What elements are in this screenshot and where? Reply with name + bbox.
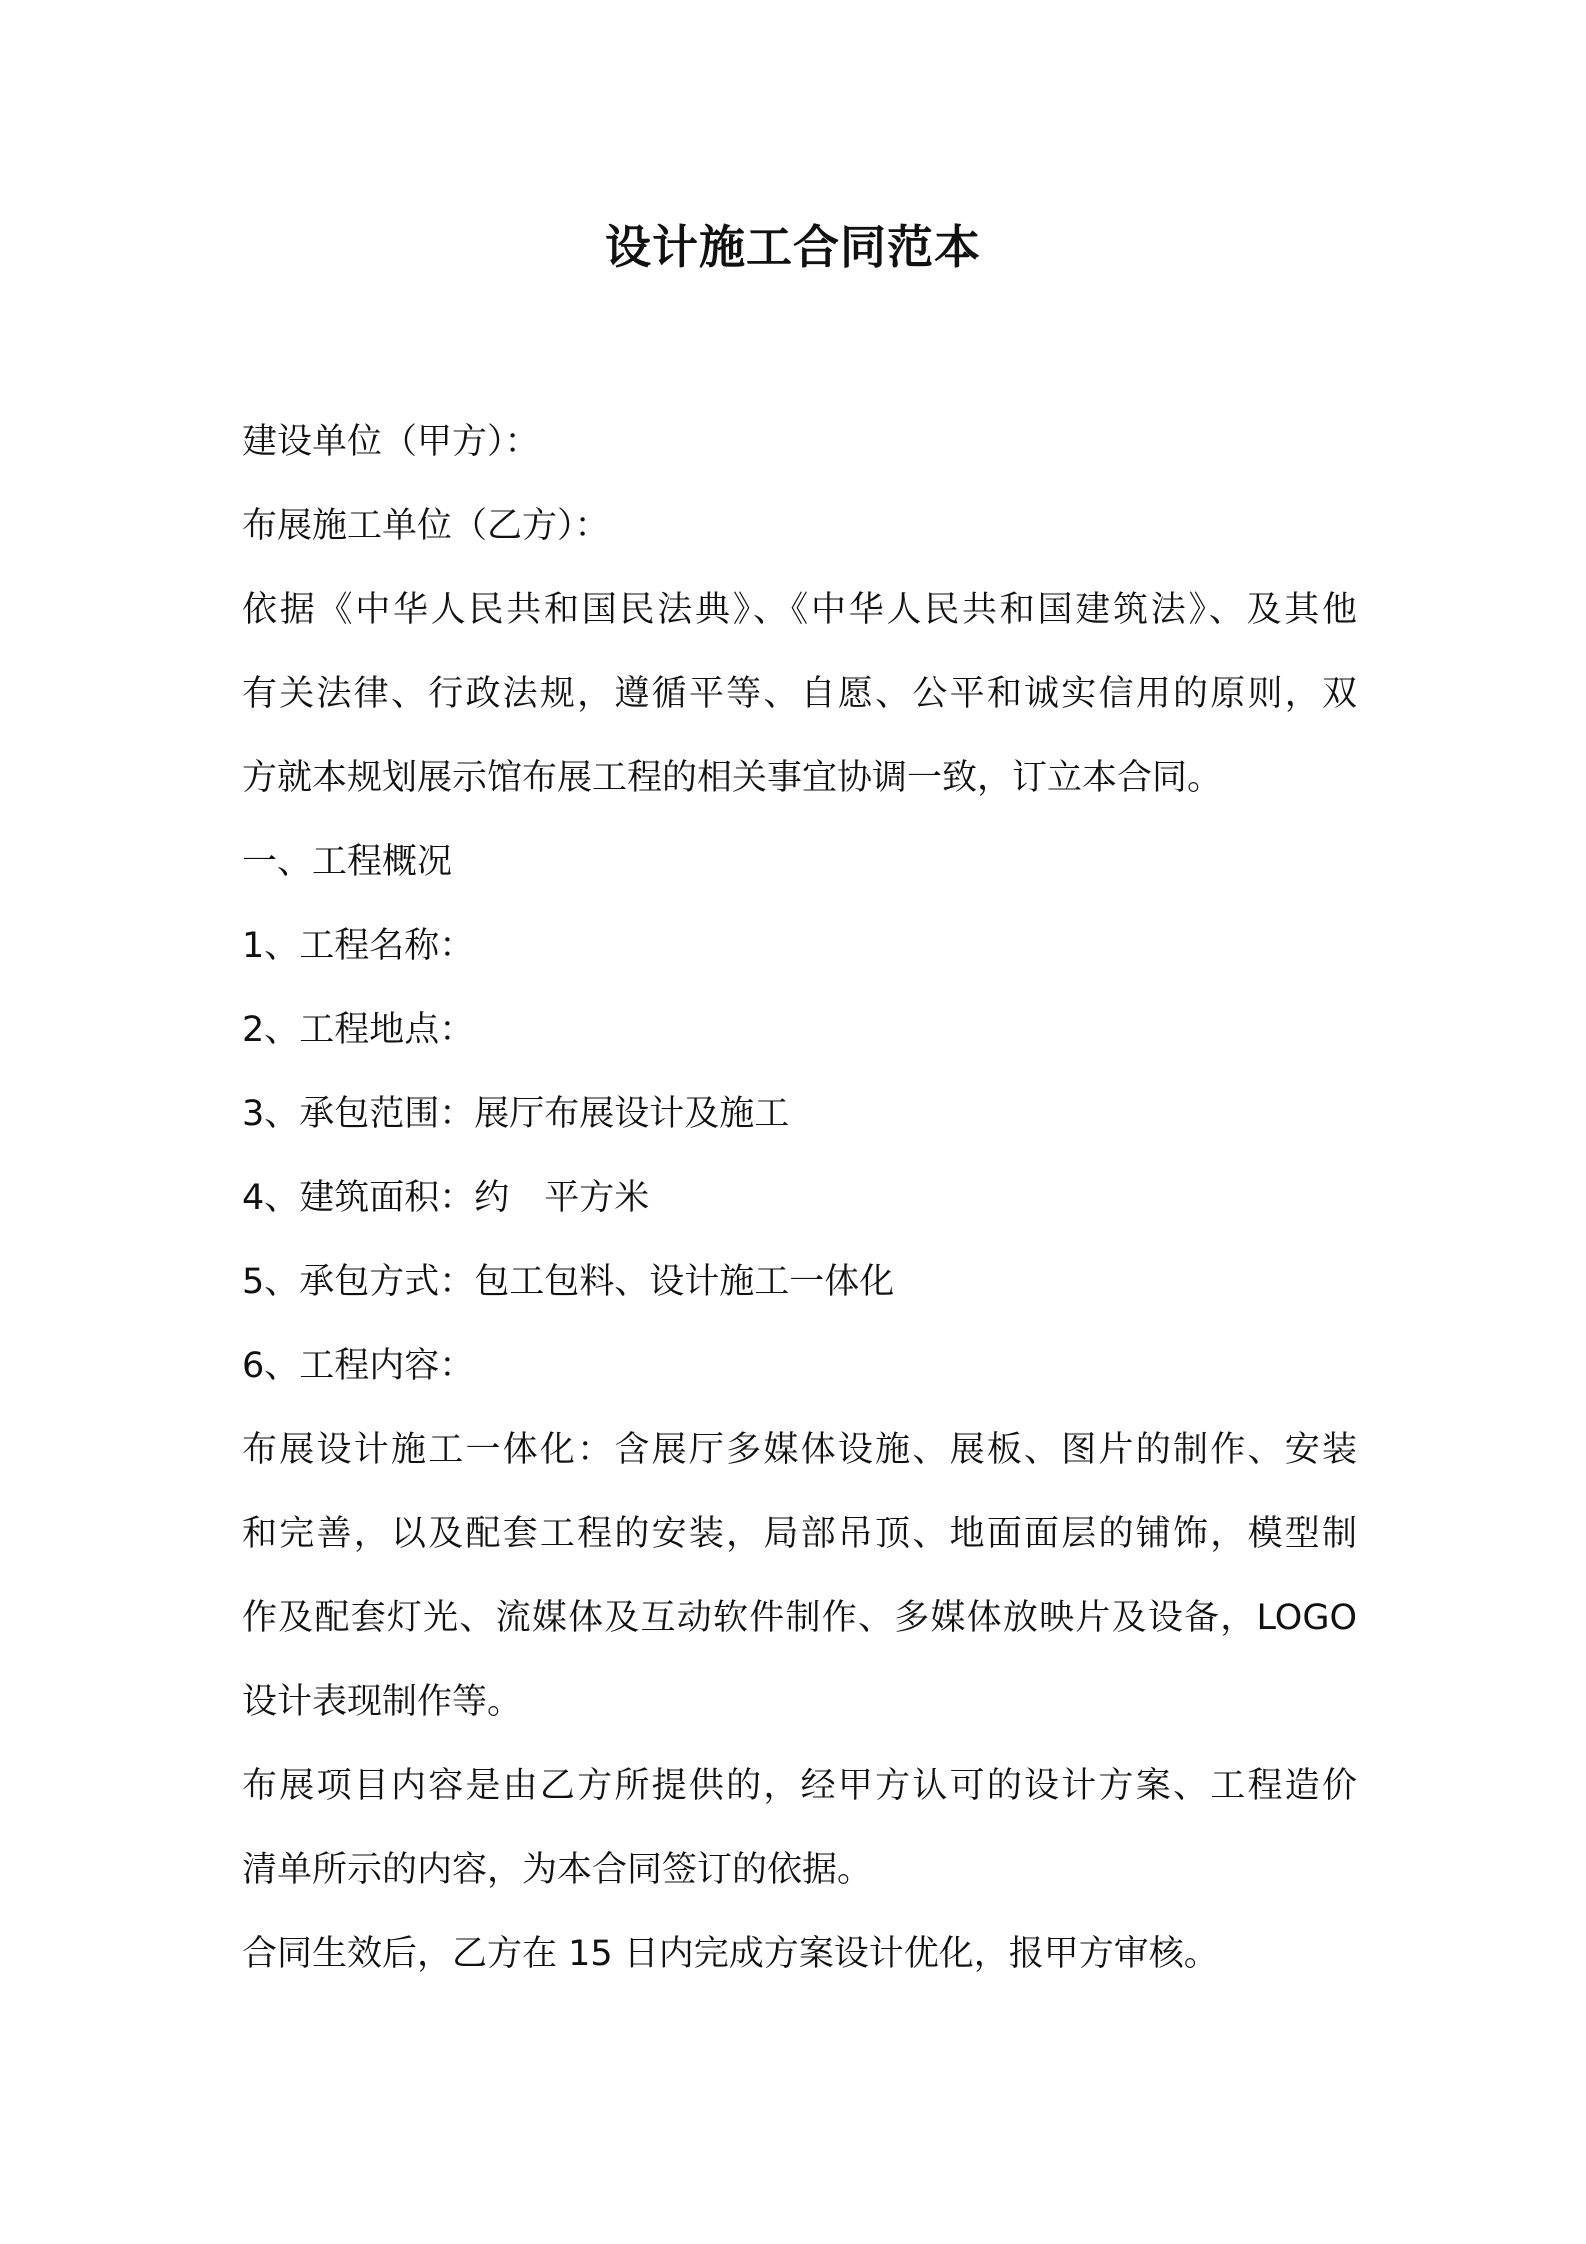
document-line: 1、工程名称： — [242, 926, 475, 966]
document-title: 设计施工合同范本 — [605, 220, 981, 274]
document-line: 方就本规划展示馆布展工程的相关事宜协调一致，订立本合同。 — [242, 758, 1223, 798]
document-line: 3、承包范围：展厅布展设计及施工 — [242, 1094, 790, 1134]
document-line: 依据《中华人民共和国民法典》、《中华人民共和国建筑法》、及其他 — [242, 590, 1357, 630]
document-line: 和完善，以及配套工程的安装，局部吊顶、地面面层的铺饰，模型制 — [242, 1514, 1357, 1554]
document-line: 布展项目内容是由乙方所提供的，经甲方认可的设计方案、工程造价 — [242, 1766, 1357, 1806]
document-body — [242, 400, 1357, 1996]
document-line: 清单所示的内容，为本合同签订的依据。 — [242, 1850, 873, 1890]
document-line: 5、承包方式：包工包料、设计施工一体化 — [242, 1262, 895, 1302]
document-line: 建设单位（甲方）： — [242, 422, 540, 462]
document-line: 有关法律、行政法规，遵循平等、自愿、公平和诚实信用的原则，双 — [242, 674, 1357, 714]
document-line: 作及配套灯光、流媒体及互动软件制作、多媒体放映片及设备，LOGO — [242, 1598, 1357, 1638]
document-line: 设计表现制作等。 — [242, 1682, 523, 1722]
document-line: 合同生效后，乙方在 15 日内完成方案设计优化，报甲方审核。 — [242, 1934, 1219, 1974]
document-line: 布展施工单位（乙方）： — [242, 506, 610, 546]
document-line: 一、工程概况 — [242, 842, 453, 882]
document-line: 2、工程地点： — [242, 1010, 475, 1050]
document-line: 布展设计施工一体化：含展厅多媒体设施、展板、图片的制作、安装 — [242, 1430, 1357, 1470]
document-line: 6、工程内容： — [242, 1346, 475, 1386]
document-line: 4、建筑面积：约 平方米 — [242, 1178, 650, 1218]
